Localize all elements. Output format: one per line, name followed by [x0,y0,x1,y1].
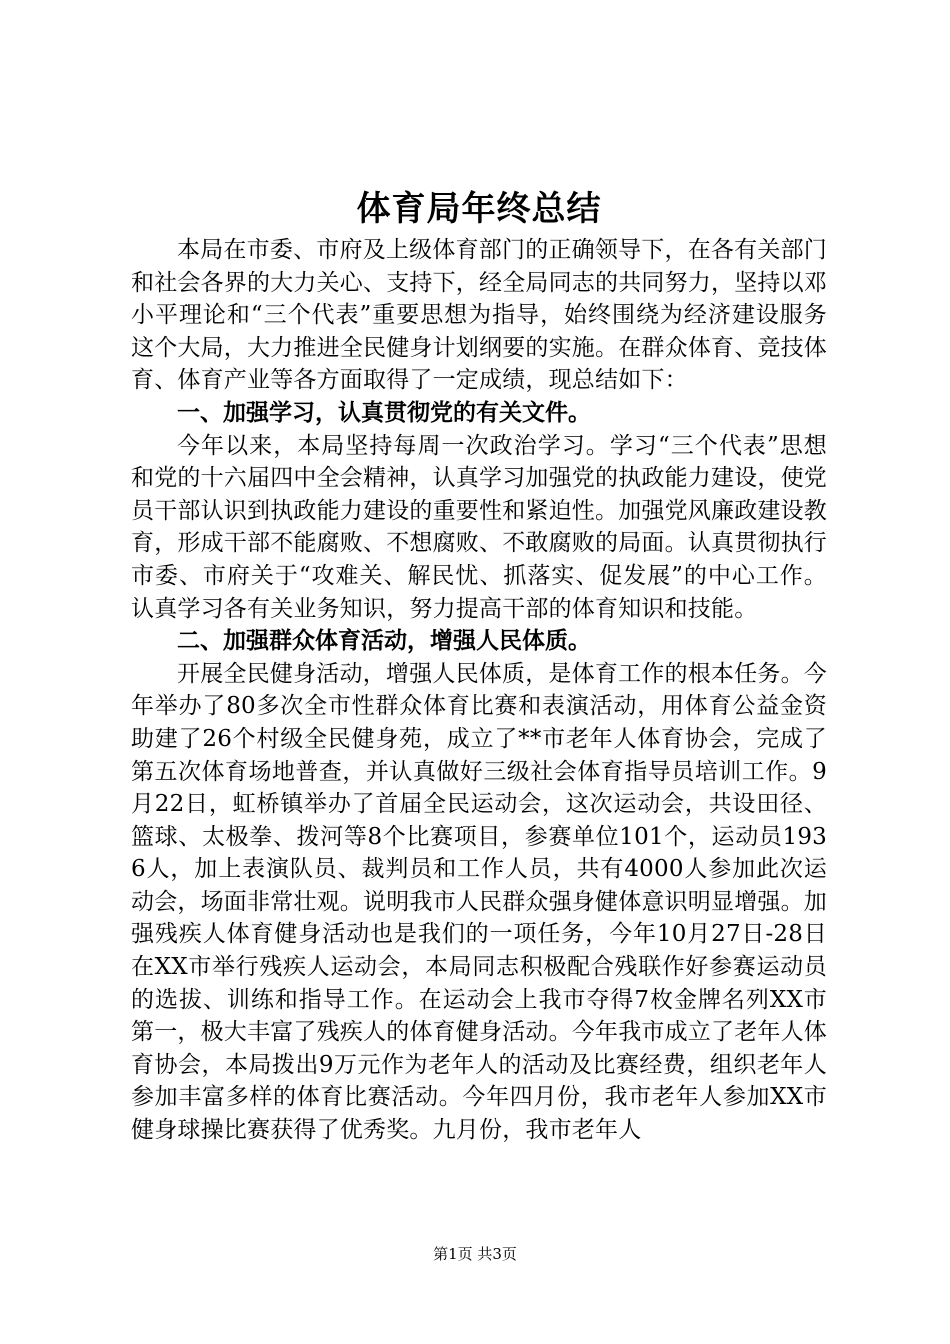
section-heading-2: 二、加强群众体育活动，增强人民体质。 [177,627,591,655]
page-number-footer: 第1页 共3页 [433,1245,517,1263]
section-heading-1: 一、加强学习，认真贯彻党的有关文件。 [177,398,591,426]
document-title: 体育局年终总结 [356,189,602,229]
intro-paragraph: 本局在市委、市府及上级体育部门的正确领导下，在各有关部门和社会各界的大力关心、支持下，经全局同志的共同努力，坚持以邓小平理论和“三个代表”重要思想为指导，始终围绕为经济建设服务这个大局，大力推进全民健身计划纲要的实施。在群众体育、竞技体育、体育产业等各方面取得了一定成绩，现总结如下： [131,237,827,394]
section-2-paragraph: 开展全民健身活动，增强人民体质，是体育工作的根本任务。今年举办了80多次全市性群众体育比赛和表演活动，用体育公益金资助建了26个村级全民健身苑，成立了**市老年人体育协会，完成了第五次体育场地普查，并认真做好三级社会体育指导员培训工作。9月22日，虹桥镇举办了首届全民运动会，这次运动会，共设田径、篮球、太极拳、拨河等8个比赛项目，参赛单位101个，运动员1936人，加上表演队员、裁判员和工作人员，共有4000人参加此次运动会，场面非常壮观。说明我市人民群众强身健体意识明显增强。加强残疾人体育健身活动也是我们的一项任务，今年10月27日-28日在XX市举行残疾人运动会，本局同志积极配合残联作好参赛运动员的选拔、训练和指导工作。在运动会上我市夺得7枚金牌名列XX市第一，极大丰富了残疾人的体育健身活动。今年我市成立了老年人体育协会，本局拨出9万元作为老年人的活动及比赛经费，组织老年人参加丰富多样的体育比赛活动。今年四月份，我市老年人参加XX市健身球操比赛获得了优秀奖。九月份，我市老年人 [131,660,827,1144]
document-body [131,234,827,1147]
section-1-paragraph: 今年以来，本局坚持每周一次政治学习。学习“三个代表”思想和党的十六届四中全会精神，认真学习加强党的执政能力建设，使党员干部认识到执政能力建设的重要性和紧迫性。加强党风廉政建设教育，形成干部不能腐败、不想腐败、不敢腐败的局面。认真贯彻执行市委、市府关于“攻难关、解民忧、抓落实、促发展”的中心工作。认真学习各有关业务知识，努力提高干部的体育知识和技能。 [131,432,827,622]
